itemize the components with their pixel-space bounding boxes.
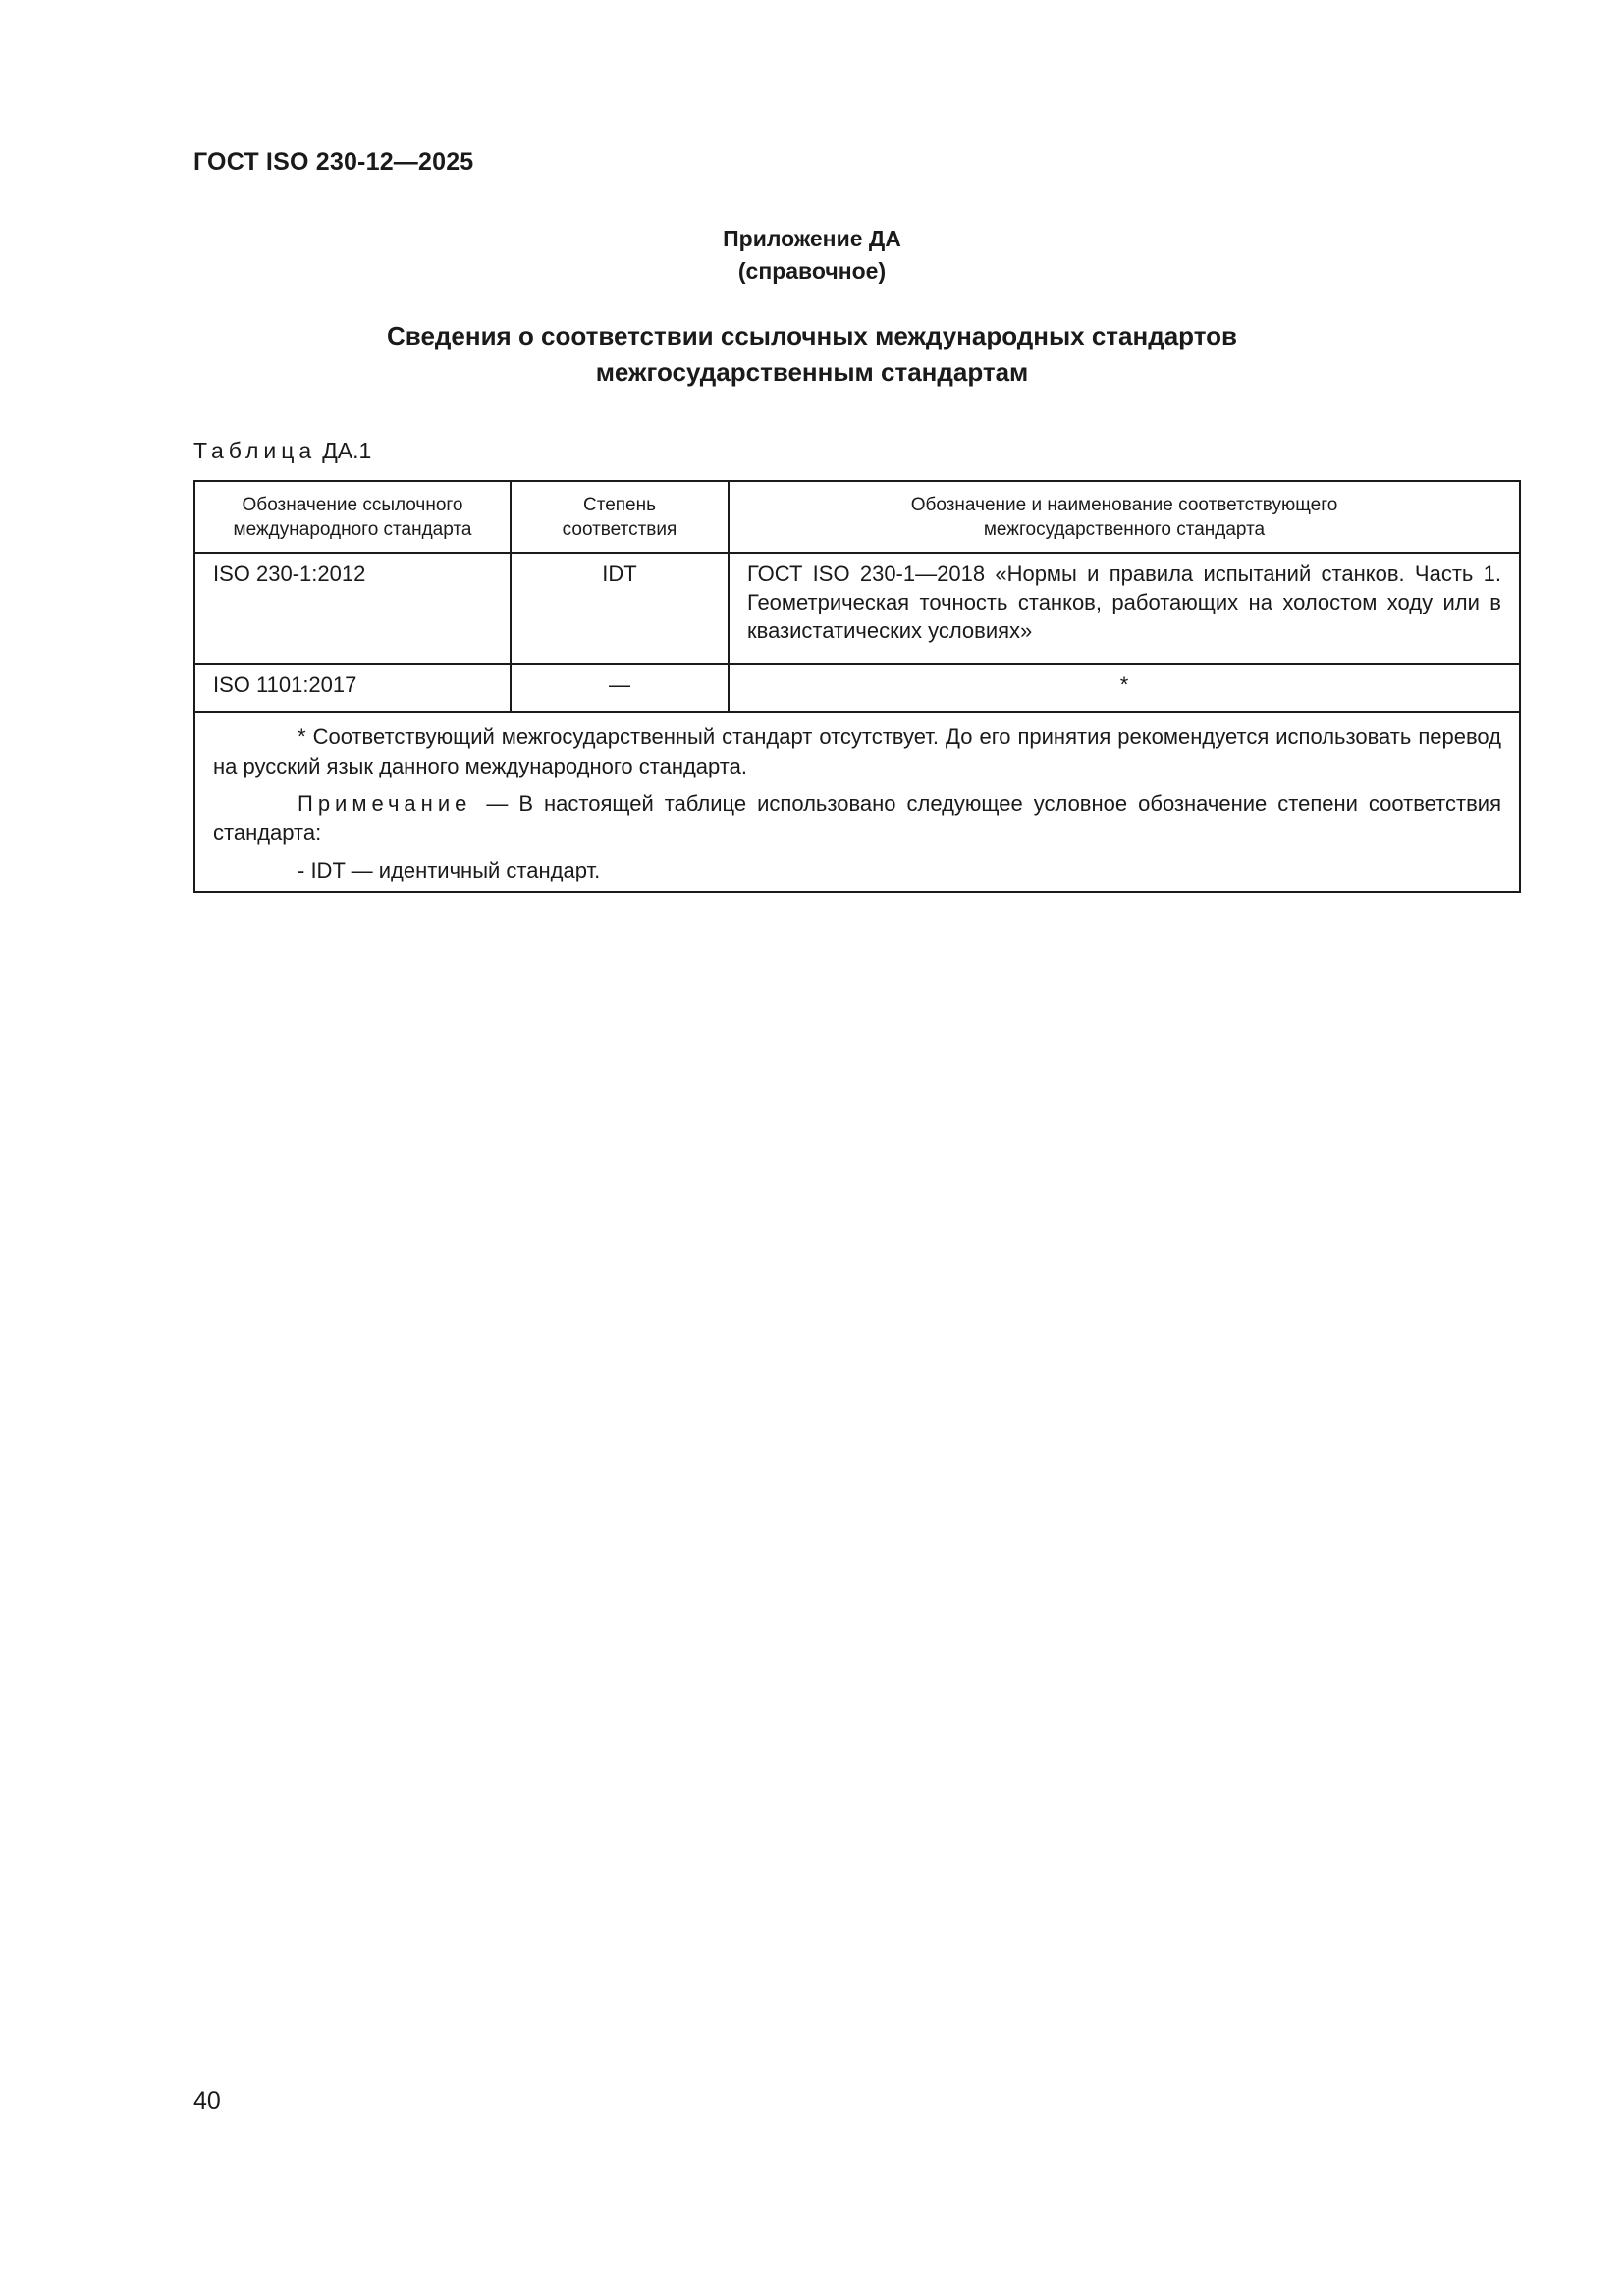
table-notes-row [194, 712, 1520, 892]
cell-national-standard: * [729, 664, 1520, 712]
table-note-text: — В настоящей таблице использовано следующее условное обозначение степени соответствия стандарта: [213, 791, 1501, 845]
table-header-row [194, 481, 1520, 553]
table-note-item: - IDT — идентичный стандарт. [298, 858, 601, 882]
header-col3-line1: Обозначение и наименование соответствующего [910, 494, 1338, 515]
header-col2-line1: Степень [582, 494, 657, 515]
document-id: ГОСТ ISO 230-12—2025 [193, 148, 474, 176]
table-note [213, 789, 1501, 848]
reference-standards-table [193, 480, 1521, 893]
header-col3-line2: межгосударственного стандарта [983, 518, 1266, 540]
table-footnote: * Соответствующий межгосударственный стандарт отсутствует. До его принятия рекомендуется использовать перевод на русский язык данного международного стандарта. [213, 724, 1501, 778]
header-col2-line2: соответствия [562, 518, 677, 540]
page-number: 40 [193, 2087, 221, 2114]
cell-degree: IDT [511, 553, 729, 664]
section-title-line-1: Сведения о соответствии ссылочных международных стандартов [387, 321, 1237, 350]
cell-national-standard: ГОСТ ISO 230-1—2018 «Нормы и правила испытаний станков. Часть 1. Геометрическая точность станков, работающих на холостом ходу или в квазистатических условиях» [729, 553, 1520, 664]
table-notes-cell [194, 712, 1520, 892]
cell-degree: — [511, 664, 729, 712]
header-reference-standard [194, 481, 511, 553]
cell-reference: ISO 230-1:2012 [194, 553, 511, 664]
table-caption-word: Таблица [193, 438, 317, 463]
section-title [0, 318, 1624, 391]
header-col1-line2: международного стандарта [233, 518, 472, 540]
table-row [194, 664, 1520, 712]
header-degree-of-correspondence [511, 481, 729, 553]
table-caption-number: ДА.1 [322, 438, 372, 463]
table-caption [193, 438, 371, 464]
table-row [194, 553, 1520, 664]
header-national-standard [729, 481, 1520, 553]
cell-reference: ISO 1101:2017 [194, 664, 511, 712]
header-col1-line1: Обозначение ссылочного [242, 494, 463, 515]
annex-title: Приложение ДА [723, 226, 901, 251]
annex-kind: (справочное) [737, 258, 887, 284]
section-title-line-2: межгосударственным стандартам [595, 357, 1029, 387]
table-note-label: Примечание [298, 791, 472, 816]
